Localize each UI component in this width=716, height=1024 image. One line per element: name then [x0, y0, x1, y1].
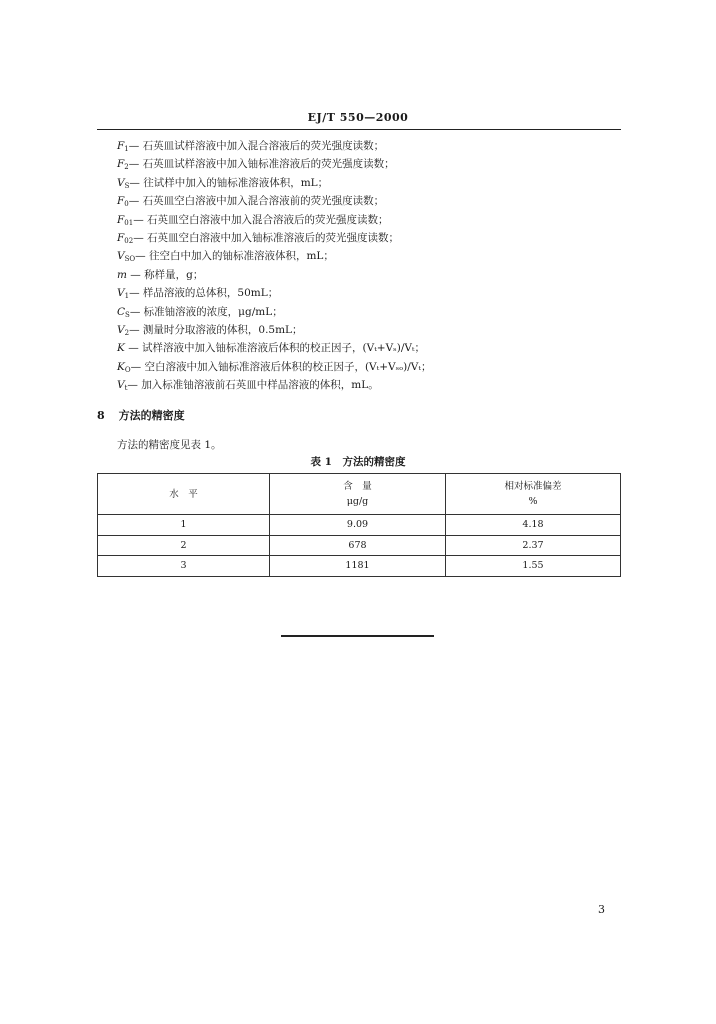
section-number: 8	[97, 409, 105, 422]
definition-item	[117, 321, 617, 339]
definition-item	[117, 174, 617, 192]
definition-item	[117, 376, 617, 394]
definition-text: — 往试样中加入的铀标准溶液体积，mL；	[129, 176, 329, 189]
definition-symbol: $F_{02}$	[117, 231, 134, 245]
table-caption: 表 1 方法的精密度	[310, 456, 406, 468]
table-cell: 2.37	[446, 535, 621, 556]
definition-item	[117, 137, 617, 155]
definition-symbol: $V_1$	[117, 287, 130, 301]
table-row	[98, 515, 621, 536]
table-cell: 4.18	[446, 515, 621, 536]
definition-text: — 测量时分取溶液的体积，0.5mL；	[129, 323, 303, 336]
definition-text: — 石英皿空白溶液中加入混合溶液前的荧光强度读数；	[128, 195, 385, 208]
definition-item	[117, 266, 617, 284]
definition-symbol: $F_{01}$	[117, 213, 134, 227]
section-heading	[97, 407, 185, 423]
definition-item	[117, 284, 617, 302]
definition-text: — 试样溶液中加入铀标准溶液后体积的校正因子，(Vₜ+Vₛ)/Vₜ；	[124, 342, 426, 355]
definition-text: — 石英皿试样溶液中加入混合溶液后的荧光强度读数；	[128, 140, 385, 152]
definition-item	[117, 155, 617, 173]
definition-symbol: K	[117, 342, 125, 355]
definition-symbol: $C_S$	[117, 305, 130, 319]
definition-item	[117, 211, 617, 229]
table-cell: 1.55	[446, 556, 621, 577]
definition-symbol: $F_2$	[117, 158, 129, 172]
end-rule	[281, 635, 434, 637]
definition-item	[117, 358, 617, 376]
standard-code: EJ/T 550—2000	[307, 111, 409, 124]
definition-text: — 标准铀溶液的浓度，μg/mL；	[129, 305, 283, 318]
paragraph: 方法的精密度见表 1。	[117, 439, 222, 451]
definition-text: — 加入标准铀溶液前石英皿中样品溶液的体积，mL。	[127, 379, 379, 392]
definition-text: — 石英皿空白溶液中加入混合溶液后的荧光强度读数；	[133, 213, 389, 226]
definition-text: — 空白溶液中加入铀标准溶液后体积的校正因子，(Vₜ+Vₛₒ)/Vₜ；	[130, 360, 432, 373]
definition-symbol: $F_0$	[117, 195, 129, 209]
precision-table	[97, 473, 621, 577]
table-header-cell: 水 平	[98, 474, 270, 515]
page-number: 3	[598, 903, 605, 916]
definition-symbol: $V_t$	[117, 379, 128, 393]
table-cell: 1	[98, 515, 270, 536]
definition-symbol: $K_O$	[117, 360, 131, 374]
header-rule	[97, 129, 621, 130]
table-cell: 1181	[270, 556, 446, 577]
definition-symbol: $V_S$	[117, 176, 130, 190]
definition-item	[117, 247, 617, 265]
definition-item	[117, 229, 617, 247]
table-cell: 678	[270, 535, 446, 556]
definition-symbol: m	[117, 268, 127, 281]
definition-item	[117, 303, 617, 321]
table-row	[98, 535, 621, 556]
table-header-cell: 相对标准偏差 %	[446, 474, 621, 515]
definition-item	[117, 192, 617, 210]
definition-text: — 往空白中加入的铀标准溶液体积，mL；	[135, 250, 334, 263]
table-cell: 9.09	[270, 515, 446, 536]
table-header-cell: 含 量 μg/g	[270, 474, 446, 515]
definition-symbol: $V_2$	[117, 323, 130, 337]
definition-item	[117, 339, 617, 357]
table-cell: 2	[98, 535, 270, 556]
definition-text: — 称样量，g；	[126, 268, 204, 281]
definition-list	[117, 137, 617, 394]
definition-text: — 石英皿试样溶液中加入铀标准溶液后的荧光强度读数；	[128, 158, 395, 171]
table-row	[98, 556, 621, 577]
definition-symbol: $F_1$	[117, 140, 129, 153]
section-title: 方法的精密度	[118, 409, 185, 422]
definition-text: — 石英皿空白溶液中加入铀标准溶液后的荧光强度读数；	[133, 231, 400, 244]
table-cell: 3	[98, 556, 270, 577]
table-header-row	[98, 474, 621, 515]
definition-symbol: $V_{SO}$	[117, 250, 136, 264]
definition-text: — 样品溶液的总体积，50mL；	[129, 287, 279, 300]
